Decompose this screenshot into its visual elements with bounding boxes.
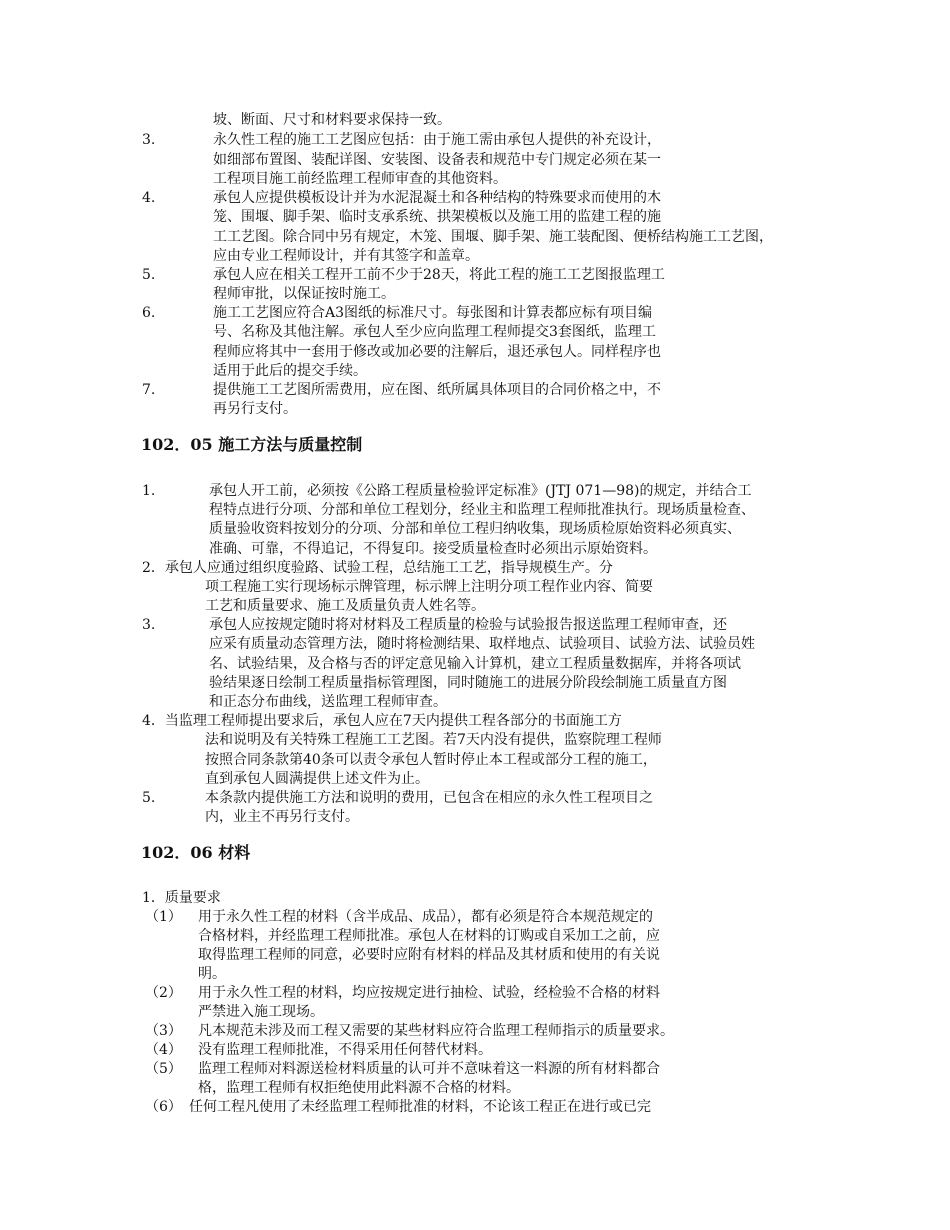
section-heading: 102．06 材料 — [141, 843, 251, 862]
text-line: 笼、围堰、脚手架、临时支承系统、拱架模板以及施工用的监建工程的施 — [213, 209, 661, 225]
text-line: 名、试验结果，及合格与否的评定意见输入计算机，建立工程质量数据库，并将各项试 — [209, 656, 741, 672]
text-line: 用于永久性工程的材料，均应按规定进行抽检、试验，经检验不合格的材料 — [198, 985, 660, 1001]
text-line: 程师审批，以保证按时施工。 — [213, 286, 395, 302]
text-line: 承包人开工前，必须按《公路工程质量检验评定标准》(JTJ 071—98)的规定，并结合工 — [209, 483, 752, 499]
text-line: 如细部布置图、装配详图、安装图、设备表和规范中专门规定必须在某一 — [213, 152, 661, 168]
text-line: 工工艺图。除合同中另有规定，木笼、围堰、脚手架、施工装配图、便桥结构施工工艺图， — [213, 229, 773, 245]
text-line: 2．承包人应通过组织度验路、试验工程，总结施工工艺，指导规模生产。分 — [142, 560, 613, 576]
text-line: 验结果逐日绘制工程质量指标管理图，同时随施工的进展分阶段绘制施工质量直方图 — [209, 675, 727, 691]
text-line: 合格材料，并经监理工程师批准。承包人在材料的订购或自采加工之前，应 — [198, 928, 660, 944]
item-number: 5. — [142, 790, 156, 806]
text-line: 承包人应按规定随时将对材料及工程质量的检验与试验报告报送监理工程师审查，还 — [209, 617, 727, 633]
item-number: 3. — [142, 132, 156, 148]
text-line: 准确、可靠，不得追记，不得复印。接受质量检查时必须出示原始资料。 — [209, 541, 657, 557]
text-line: 承包人应在相关工程开工前不少于28天，将此工程的施工工艺图报监理工 — [213, 267, 665, 283]
text-line: 施工工艺图应符合A3图纸的标准尺寸。每张图和计算表都应标有项目编 — [213, 305, 653, 321]
text-line: 应由专业工程师设计，并有其签字和盖章。 — [213, 248, 479, 264]
text-line: 严禁进入施工现场。 — [198, 1004, 324, 1020]
item-number: 3. — [142, 617, 156, 633]
subsection-title: 1．质量要求 — [142, 890, 221, 906]
text-line: 程特点进行分项、分部和单位工程划分，经业主和监理工程师批准执行。现场质量检查、 — [209, 502, 755, 518]
text-line: 没有监理工程师批准，不得采用任何替代材料。 — [198, 1042, 492, 1058]
text-line: 本条款内提供施工方法和说明的费用，已包含在相应的永久性工程项目之 — [205, 790, 653, 806]
text-line: 质量验收资料按划分的分项、分部和单位工程归纳收集，现场质检原始资料必须真实、 — [209, 521, 741, 537]
text-line: 和正态分布曲线，送监理工程师审查。 — [209, 694, 447, 710]
item-number: 6. — [142, 305, 156, 321]
item-number: （4） — [145, 1042, 182, 1058]
item-number: （5） — [145, 1061, 182, 1077]
text-line: 按照合同条款第40条可以责令承包人暂时停止本工程或部分工程的施工， — [205, 752, 657, 768]
item-number: 1. — [142, 483, 156, 499]
section-heading: 102．05 施工方法与质量控制 — [141, 435, 363, 454]
item-number: 7. — [142, 382, 156, 398]
text-line: 明。 — [198, 966, 226, 982]
item-number: 5. — [142, 267, 156, 283]
text-line: 号、名称及其他注解。承包人至少应向监理工程师提交3套图纸，监理工 — [213, 324, 656, 340]
text-line: 任何工程凡使用了未经监理工程师批准的材料，不论该工程正在进行或已完 — [189, 1099, 651, 1115]
item-number: （3） — [145, 1023, 182, 1039]
text-line: 项工程施工实行现场标示牌管理，标示牌上注明分项工程作业内容、简要 — [205, 579, 653, 595]
text-line: 凡本规范未涉及而工程又需要的某些材料应符合监理工程师指示的质量要求。 — [198, 1023, 674, 1039]
text-line: 程师应将其中一套用于修改或加必要的注解后，退还承包人。同样程序也 — [213, 344, 661, 360]
text-line: 坡、断面、尺寸和材料要求保持一致。 — [213, 112, 451, 128]
item-number: 4. — [142, 190, 156, 206]
text-line: 工程项目施工前经监理工程师审查的其他资料。 — [213, 171, 507, 187]
text-line: 应采有质量动态管理方法，随时将检测结果、取样地点、试验项目、试验方法、试验员姓 — [209, 636, 755, 652]
text-line: 提供施工工艺图所需费用，应在图、纸所属具体项目的合同价格之中，不 — [213, 382, 661, 398]
item-number: （2） — [145, 985, 182, 1001]
text-line: 永久性工程的施工工艺图应包括：由于施工需由承包人提供的补充设计， — [213, 132, 661, 148]
item-number: （1） — [145, 909, 182, 925]
text-line: 内，业主不再另行支付。 — [205, 809, 359, 825]
text-line: 再另行支付。 — [213, 401, 297, 417]
text-line: 格，监理工程师有权拒绝使用此料源不合格的材料。 — [198, 1080, 520, 1096]
text-line: 工艺和质量要求、施工及质量负责人姓名等。 — [205, 598, 485, 614]
text-line: 4．当监理工程师提出要求后，承包人应在7天内提供工程各部分的书面施工方 — [142, 713, 622, 729]
text-line: 直到承包人圆满提供上述文件为止。 — [205, 771, 429, 787]
text-line: 适用于此后的提交手续。 — [213, 363, 367, 379]
text-line: 取得监理工程师的同意，必要时应附有材料的样品及其材质和使用的有关说 — [198, 947, 660, 963]
text-line: 承包人应提供模板设计并为水泥混凝土和各种结构的特殊要求而使用的木 — [213, 190, 661, 206]
text-line: 用于永久性工程的材料（含半成品、成品），都有必须是符合本规范规定的 — [198, 909, 653, 925]
text-line: 法和说明及有关特殊工程施工工艺图。若7天内没有提供，监察院理工程师 — [205, 732, 662, 748]
item-number: （6） — [145, 1099, 182, 1115]
text-line: 监理工程师对料源送检材料质量的认可并不意味着这一料源的所有材料都合 — [198, 1061, 660, 1077]
